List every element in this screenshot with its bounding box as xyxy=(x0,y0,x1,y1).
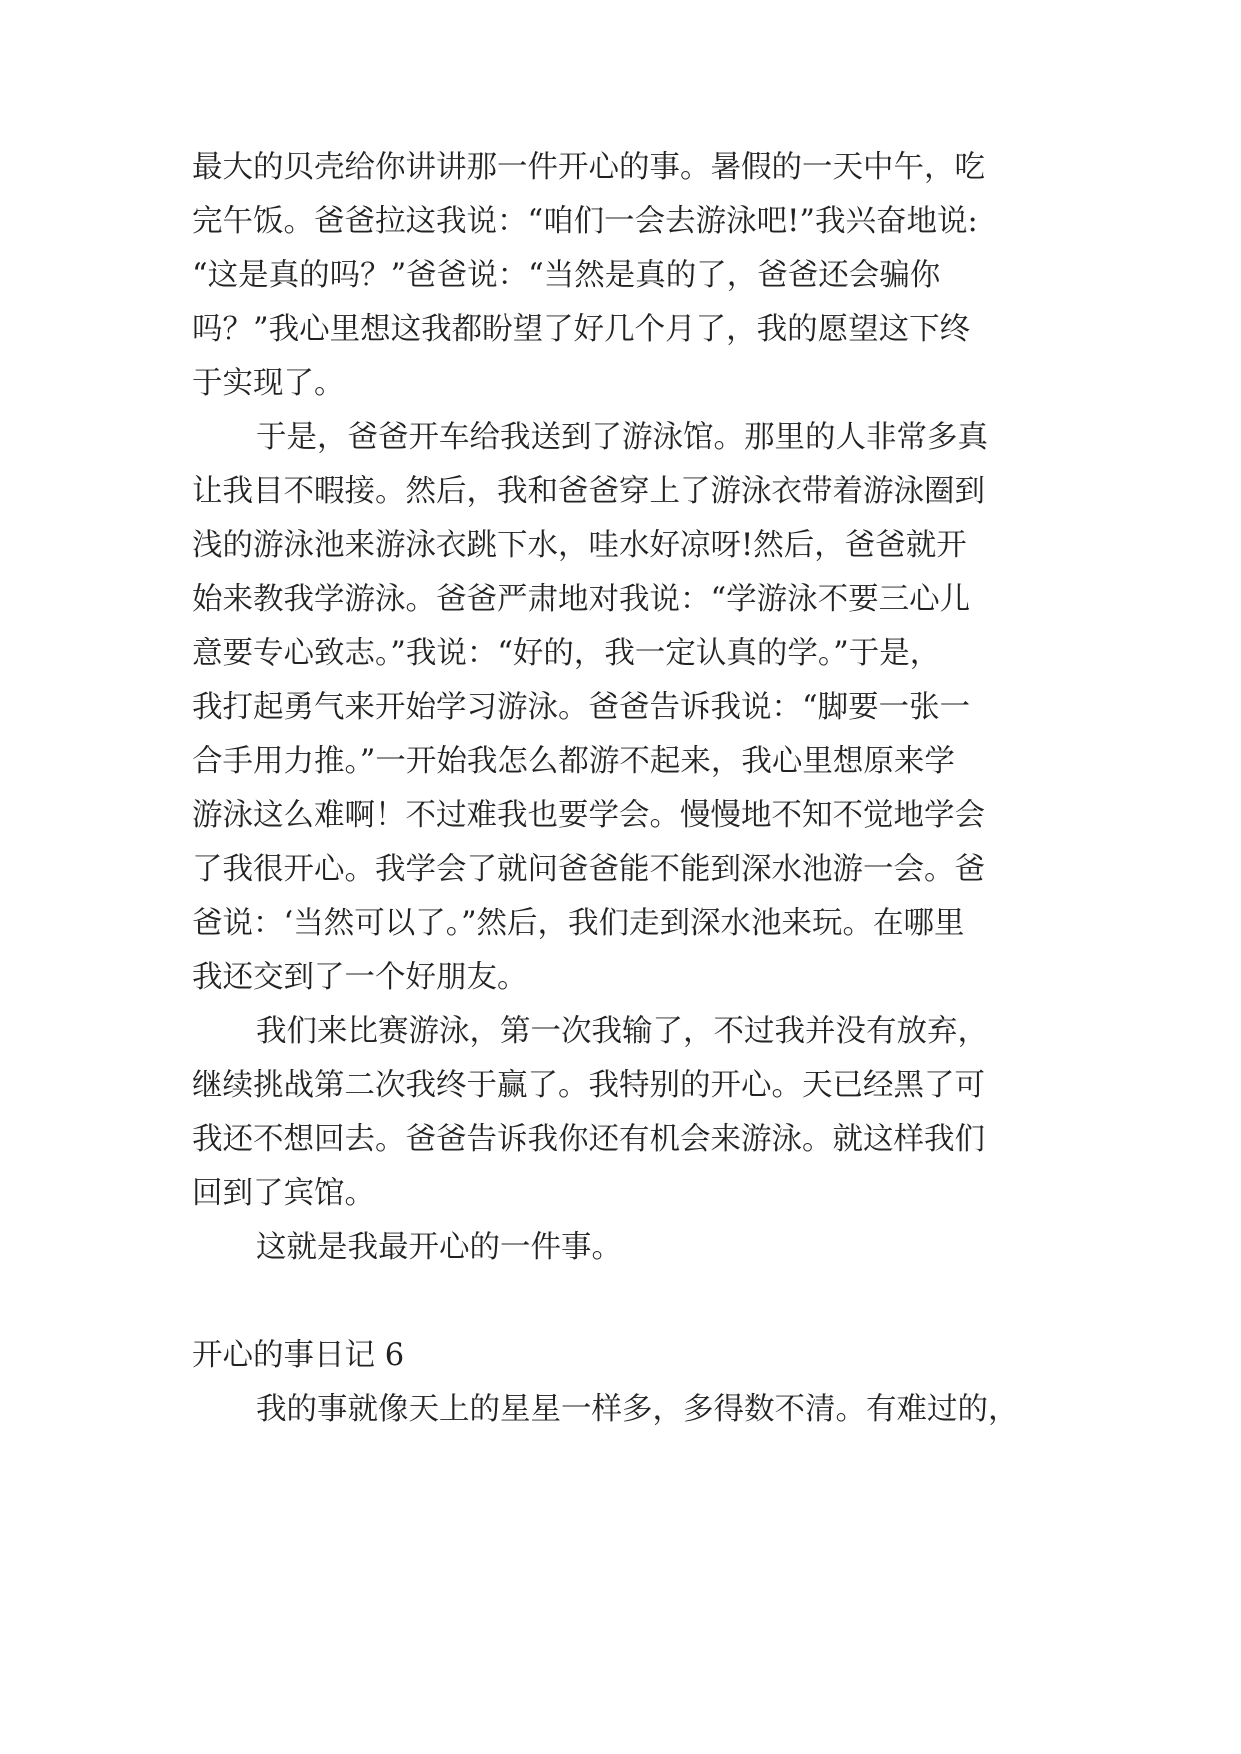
paragraph-3-line-2: 继续挑战第二次我终于赢了。我特别的开心。天已经黑了可 xyxy=(192,1068,985,1103)
paragraph-2-line-7: 合手用力推。”一开始我怎么都游不起来，我心里想原来学 xyxy=(192,744,955,779)
paragraph-3-line-1: 我们来比赛游泳，第一次我输了，不过我并没有放弃， xyxy=(256,1014,988,1049)
paragraph-1-line-4: 吗？”我心里想这我都盼望了好几个月了，我的愿望这下终 xyxy=(192,312,971,347)
paragraph-1-line-1: 最大的贝壳给你讲讲那一件开心的事。暑假的一天中午，吃 xyxy=(192,150,985,185)
paragraph-2-line-9: 了我很开心。我学会了就问爸爸能不能到深水池游一会。爸 xyxy=(192,852,985,887)
paragraph-2-line-10: 爸说：‘当然可以了。”然后，我们走到深水池来玩。在哪里 xyxy=(192,906,965,941)
paragraph-2-line-5: 意要专心致志。”我说：“好的，我一定认真的学。”于是， xyxy=(192,636,941,671)
paragraph-2-line-4: 始来教我学游泳。爸爸严肃地对我说：“学游泳不要三心儿 xyxy=(192,582,971,617)
paragraph-4-line-1: 这就是我最开心的一件事。 xyxy=(256,1230,622,1265)
paragraph-1-line-2: 完午饭。爸爸拉这我说：“咱们一会去游泳吧!”我兴奋地说: xyxy=(192,204,978,239)
paragraph-2-line-2: 让我目不暇接。然后，我和爸爸穿上了游泳衣带着游泳圈到 xyxy=(192,474,985,509)
paragraph-2-line-6: 我打起勇气来开始学习游泳。爸爸告诉我说：“脚要一张一 xyxy=(192,690,971,725)
paragraph-3-line-3: 我还不想回去。爸爸告诉我你还有机会来游泳。就这样我们 xyxy=(192,1122,985,1157)
paragraph-1-line-5: 于实现了。 xyxy=(192,366,345,401)
paragraph-2-line-8: 游泳这么难啊！不过难我也要学会。慢慢地不知不觉地学会 xyxy=(192,798,985,833)
paragraph-5-line-1: 我的事就像天上的星星一样多，多得数不清。有难过的， xyxy=(256,1392,1019,1427)
section-heading: 开心的事日记 6 xyxy=(192,1338,405,1373)
paragraph-2-line-1: 于是，爸爸开车给我送到了游泳馆。那里的人非常多真 xyxy=(256,420,988,455)
paragraph-3-line-4: 回到了宾馆。 xyxy=(192,1176,375,1211)
paragraph-1-line-3: “这是真的吗？”爸爸说：“当然是真的了，爸爸还会骗你 xyxy=(192,258,941,293)
paragraph-2-line-11: 我还交到了一个好朋友。 xyxy=(192,960,528,995)
paragraph-2-line-3: 浅的游泳池来游泳衣跳下水，哇水好凉呀!然后，爸爸就开 xyxy=(192,528,967,563)
